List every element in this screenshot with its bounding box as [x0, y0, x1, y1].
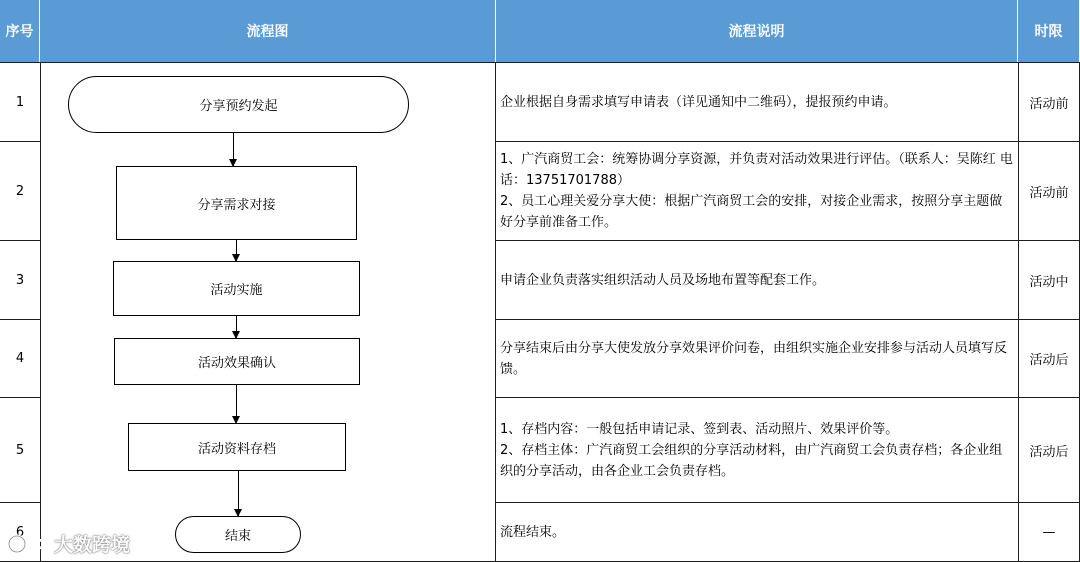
row-number: 3 — [15, 272, 25, 288]
flow-arrow — [236, 240, 237, 261]
header-flowchart: 流程图 — [40, 0, 496, 62]
row-number: 1 — [15, 94, 25, 110]
row-description: 1、存档内容：一般包括申请记录、签到表、活动照片、效果评价等。 2、存档主体：广汽商贸工会组织的分享活动材料，由广汽商贸工会负责存档；各企业组织的分享活动，由各企业工会负责存档。 — [500, 421, 1003, 479]
flow-node: 活动效果确认 — [114, 338, 360, 385]
row-time-limit: 活动中 — [1029, 274, 1069, 290]
row-description: 企业根据自身需求填写申请表（详见通知中二维码），提报预约申请。 — [500, 94, 897, 110]
row-time-limit: 活动后 — [1029, 444, 1069, 460]
row-description: 1、广汽商贸工会：统筹协调分享资源，并负责对活动效果进行评估。（联系人：吴陈红 电话：13751701788） 2、员工心理关爱分享大使：根据广汽商贸工会的安排，对接企业需求，按照分享主题做好分享前准备工作。 — [500, 152, 1013, 230]
header-time-limit: 时限 — [1018, 0, 1080, 62]
row-time-limit: — — [1042, 524, 1056, 540]
row-number: 6 — [15, 524, 25, 540]
watermark-logo-icon — [8, 533, 48, 555]
row-time-limit: 活动前 — [1029, 96, 1069, 112]
flow-arrow — [233, 133, 234, 166]
row-description: 流程结束。 — [500, 524, 566, 540]
flow-node-start: 分享预约发起 — [68, 76, 409, 133]
flow-arrow — [238, 471, 239, 516]
row-description: 申请企业负责落实组织活动人员及场地布置等配套工作。 — [500, 272, 826, 288]
header-seq: 序号 — [0, 0, 40, 62]
row-number: 4 — [15, 351, 25, 366]
row-number: 2 — [15, 183, 25, 199]
flow-node-end: 结束 — [175, 516, 301, 553]
flow-node: 活动资料存档 — [128, 423, 346, 471]
watermark — [8, 530, 130, 557]
header-description: 流程说明 — [496, 0, 1018, 62]
flow-node: 活动实施 — [113, 261, 360, 316]
flow-arrow — [236, 316, 237, 338]
flow-arrow — [236, 385, 237, 423]
row-time-limit: 活动前 — [1029, 185, 1069, 201]
watermark-text: 大数跨境 — [54, 534, 131, 556]
grid-line — [40, 62, 41, 562]
row-number: 5 — [15, 442, 25, 458]
row-description: 分享结束后由分享大使发放分享效果评价问卷，由组织实施企业安排参与活动人员填写反馈。 — [500, 340, 1008, 377]
row-time-limit: 活动后 — [1029, 353, 1069, 368]
flow-node: 分享需求对接 — [116, 166, 357, 240]
